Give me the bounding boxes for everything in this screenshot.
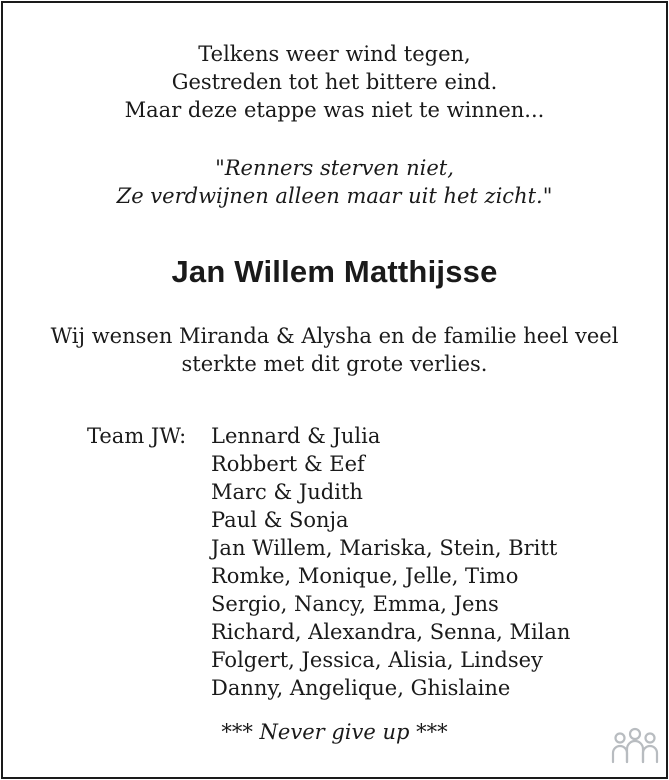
team-member: Jan Willem, Mariska, Stein, Britt [211, 536, 558, 560]
team-member: Danny, Angelique, Ghislaine [211, 676, 511, 700]
team-member: Paul & Sonja [211, 508, 349, 532]
team-member: Richard, Alexandra, Senna, Milan [211, 620, 571, 644]
team-member: Marc & Judith [211, 480, 363, 504]
message-line: sterkte met dit grote verlies. [181, 352, 488, 376]
quote-line: Ze verdwijnen alleen maar uit het zicht." [116, 184, 553, 208]
team-member: Sergio, Nancy, Emma, Jens [211, 592, 499, 616]
motto: *** Never give up *** [221, 720, 448, 744]
condolence-message [0, 322, 669, 378]
poem [0, 40, 669, 124]
quote-line: "Renners sterven niet, [215, 156, 454, 180]
message-line: Wij wensen Miranda & Alysha en de familie heel veel [50, 324, 619, 348]
people-group-icon [611, 726, 659, 766]
team-member: Romke, Monique, Jelle, Timo [211, 564, 519, 588]
poem-line: Gestreden tot het bittere eind. [171, 70, 498, 94]
team-label: Team JW: [87, 424, 187, 448]
quote [0, 154, 669, 210]
team-member: Lennard & Julia [211, 424, 381, 448]
team-member: Robbert & Eef [211, 452, 365, 476]
team-members-list [211, 422, 570, 702]
poem-line: Telkens weer wind tegen, [198, 42, 471, 66]
poem-line: Maar deze etappe was niet te winnen... [124, 98, 545, 122]
deceased-name: Jan Willem Matthijsse [171, 254, 498, 289]
team-member: Folgert, Jessica, Alisia, Lindsey [211, 648, 543, 672]
